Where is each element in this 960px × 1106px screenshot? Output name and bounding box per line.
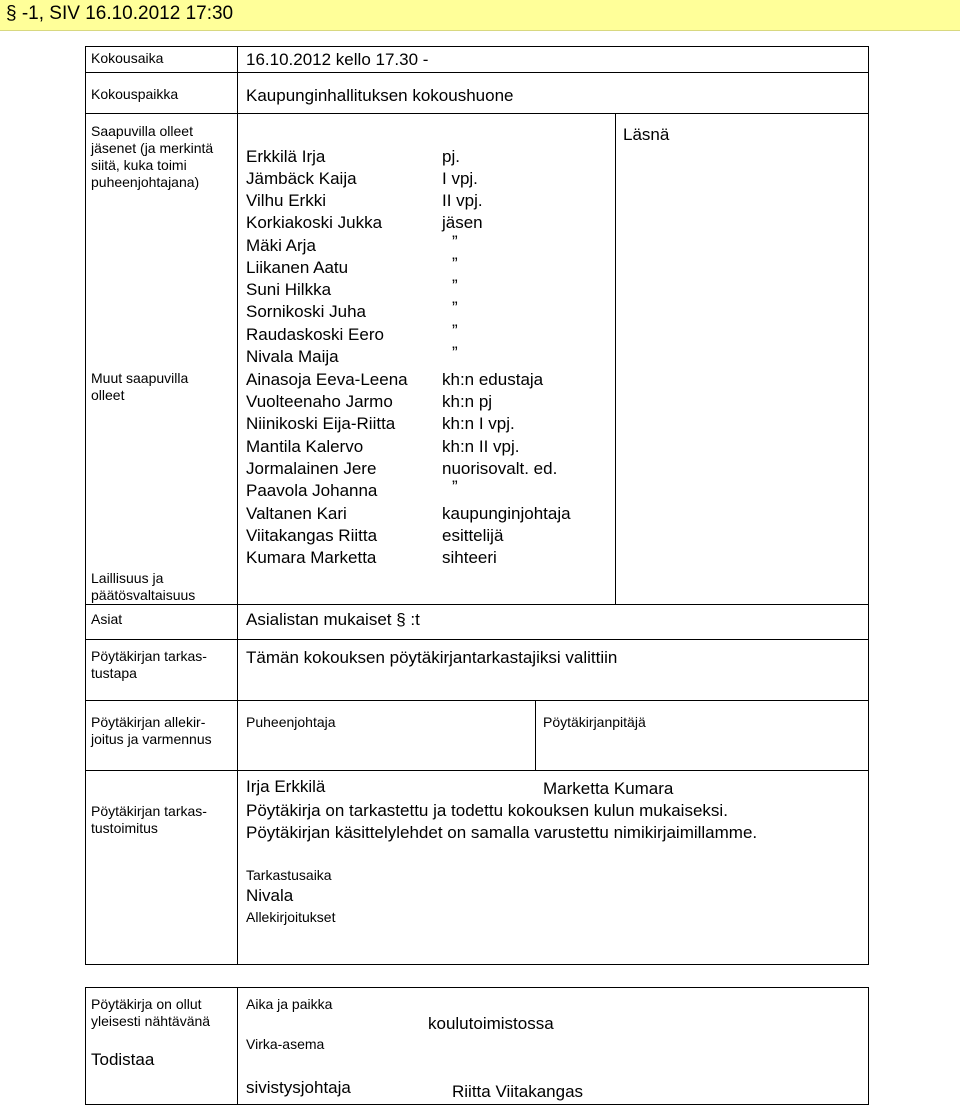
attest-label: Todistaa bbox=[91, 1050, 155, 1069]
rule-vertical bbox=[85, 46, 86, 964]
rule bbox=[85, 113, 869, 114]
review-method-label: Pöytäkirjan tarkas- tustapa bbox=[91, 648, 207, 681]
review-text-1: Pöytäkirja on tarkastettu ja todettu kokouksen kulun mukaiseksi. bbox=[246, 801, 728, 820]
other-name: Niinikoski Eija-Riitta bbox=[246, 414, 396, 433]
time-place-value: koulutoimistossa bbox=[428, 1014, 554, 1033]
other-name: Kumara Marketta bbox=[246, 548, 377, 567]
review-method-value: Tämän kokouksen pöytäkirjantarkastajiksi valittiin bbox=[246, 648, 618, 667]
meeting-time-label: Kokousaika bbox=[91, 50, 164, 66]
other-role: ” bbox=[452, 477, 458, 496]
header-bar bbox=[0, 0, 960, 31]
legality-label: Laillisuus ja päätösvaltaisuus bbox=[91, 570, 196, 603]
other-name: Jormalainen Jere bbox=[246, 459, 377, 478]
chair-label: Puheenjohtaja bbox=[246, 714, 336, 730]
member-role: ” bbox=[452, 232, 458, 251]
review-signatures-label: Allekirjoitukset bbox=[246, 909, 336, 925]
member-name: Liikanen Aatu bbox=[246, 258, 349, 277]
member-name: Erkkilä Irja bbox=[246, 147, 326, 166]
office-value: sivistysjohtaja bbox=[246, 1078, 351, 1097]
other-name: Valtanen Kari bbox=[246, 504, 347, 523]
member-name: Raudaskoski Eero bbox=[246, 325, 384, 344]
other-role: kh:n pj bbox=[442, 392, 493, 411]
signer-name: Riitta Viitakangas bbox=[452, 1082, 584, 1101]
member-role: I vpj. bbox=[442, 169, 478, 188]
others-label: Muut saapuvilla olleet bbox=[91, 370, 189, 403]
rule-vertical bbox=[85, 987, 86, 1104]
other-name: Vuolteenaho Jarmo bbox=[246, 392, 393, 411]
member-role: pj. bbox=[442, 147, 460, 166]
rule bbox=[85, 964, 869, 965]
rule bbox=[85, 1104, 869, 1105]
member-name: Sornikoski Juha bbox=[246, 302, 367, 321]
rule-vertical bbox=[868, 987, 869, 1104]
asiat-value: Asialistan mukaiset § :t bbox=[246, 610, 420, 629]
member-name: Suni Hilkka bbox=[246, 280, 332, 299]
review-label: Pöytäkirjan tarkas- tustoimitus bbox=[91, 803, 207, 836]
rule-vertical bbox=[868, 46, 869, 964]
other-role: kh:n II vpj. bbox=[442, 437, 520, 456]
member-role: ” bbox=[452, 321, 458, 340]
other-name: Viitakangas Riitta bbox=[246, 526, 378, 545]
member-name: Nivala Maija bbox=[246, 347, 339, 366]
review-place: Nivala bbox=[246, 886, 294, 905]
other-role: kh:n I vpj. bbox=[442, 414, 515, 433]
member-name: Vilhu Erkki bbox=[246, 191, 326, 210]
member-name: Korkiakoski Jukka bbox=[246, 213, 383, 232]
present-label: Saapuvilla olleet jäsenet (ja merkintä siitä, kuka toimi puheenjohtajana) bbox=[91, 123, 214, 190]
signatures-label: Pöytäkirjan allekir- joitus ja varmennus bbox=[91, 714, 212, 747]
rule bbox=[85, 700, 869, 701]
rule bbox=[85, 987, 869, 988]
member-name: Jämbäck Kaija bbox=[246, 169, 357, 188]
rule-vertical bbox=[535, 700, 536, 770]
member-role: ” bbox=[452, 298, 458, 317]
rule bbox=[85, 72, 869, 73]
meeting-time-value: 16.10.2012 kello 17.30 - bbox=[246, 50, 429, 69]
asiat-label: Asiat bbox=[91, 611, 123, 627]
member-name: Mäki Arja bbox=[246, 236, 316, 255]
other-name: Mantila Kalervo bbox=[246, 437, 364, 456]
member-role: ” bbox=[452, 254, 458, 273]
lasna-label: Läsnä bbox=[623, 125, 670, 144]
member-role: II vpj. bbox=[442, 191, 483, 210]
rule-vertical bbox=[237, 46, 238, 964]
time-place-label: Aika ja paikka bbox=[246, 996, 333, 1012]
public-label: Pöytäkirja on ollut yleisesti nähtävänä bbox=[91, 996, 211, 1029]
meeting-place-value: Kaupunginhallituksen kokoushuone bbox=[246, 86, 514, 105]
review-text-2: Pöytäkirjan käsittelylehdet on samalla varustettu nimikirjaimillamme. bbox=[246, 823, 758, 842]
other-role: nuorisovalt. ed. bbox=[442, 459, 558, 478]
rule bbox=[85, 46, 869, 47]
page-header-title: § -1, SIV 16.10.2012 17:30 bbox=[6, 3, 234, 24]
chair-name: Irja Erkkilä bbox=[246, 777, 326, 796]
secretary-label: Pöytäkirjanpitäjä bbox=[543, 714, 646, 730]
office-label: Virka-asema bbox=[246, 1036, 325, 1052]
member-role: ” bbox=[452, 276, 458, 295]
rule-vertical bbox=[615, 113, 616, 604]
secretary-name: Marketta Kumara bbox=[543, 779, 674, 798]
rule bbox=[85, 639, 869, 640]
other-name: Ainasoja Eeva-Leena bbox=[246, 370, 408, 389]
review-time-label: Tarkastusaika bbox=[246, 867, 332, 883]
rule bbox=[85, 770, 869, 771]
other-role: kh:n edustaja bbox=[442, 370, 544, 389]
other-role: sihteeri bbox=[442, 548, 497, 567]
other-name: Paavola Johanna bbox=[246, 481, 378, 500]
rule bbox=[85, 604, 869, 605]
other-role: kaupunginjohtaja bbox=[442, 504, 571, 523]
member-role: jäsen bbox=[442, 213, 483, 232]
rule-vertical bbox=[237, 987, 238, 1104]
meeting-place-label: Kokouspaikka bbox=[91, 86, 179, 102]
member-role: ” bbox=[452, 343, 458, 362]
other-role: esittelijä bbox=[442, 526, 504, 545]
